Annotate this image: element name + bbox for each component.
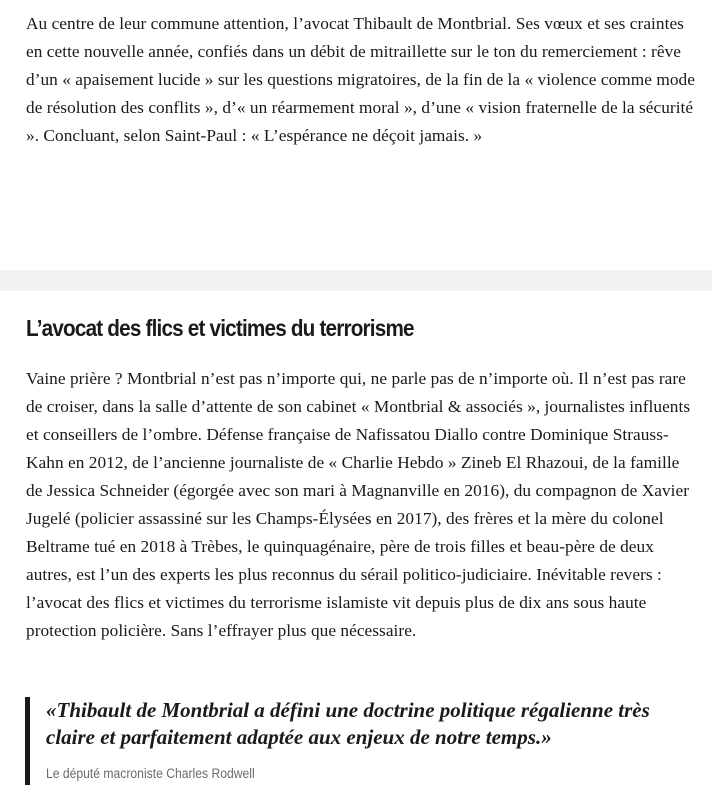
body-paragraph: Vaine prière ? Montbrial n’est pas n’importe qui, ne parle pas de n’importe où. Il n’est pas rare de croiser, dans la salle d’attente de son cabinet « Montbrial & associés », journalistes influents et conseillers de l’ombre. Défense française de Nafissatou Diallo contre Dominique Strauss-Kahn en 2012, de l’ancienne journaliste de « Charlie Hebdo » Zineb El Rhazoui, de la famille de Jessica Schneider (égorgée avec son mari à Magnanville en 2016), du compagnon de Xavier Jugelé (policier assassiné sur les Champs-Élysées en 2017), des frères et la mère du colonel Beltrame tué en 2018 à Trèbes, le quinquagénaire, père de trois filles et beau-père de deux autres, est l’un des experts les plus reconnus du sérail politico-judiciaire. Inévitable revers : l’avocat des flics et victimes du terrorisme islamiste vit depuis plus de dix ans sous haute protection policière. Sans l’effrayer plus que nécessaire. — [26, 369, 691, 640]
intro-paragraph: Au centre de leur commune attention, l’avocat Thibault de Montbrial. Ses vœux et ses craintes en cette nouvelle année, confiés dans un débit de mitraillette sur le ton du remerciement : rêve d’un « apaisement lucide » sur les questions migratoires, de la fin de la « violence comme mode de résolution des conflits », d’« un réarmement moral », d’une « vision fraternelle de la sécurité ». Concluant, selon Saint-Paul : « L’espérance ne déçoit jamais. » — [26, 14, 695, 145]
section-heading: L’avocat des flics et victimes du terrorisme — [26, 315, 414, 341]
pull-quote-attribution: Le député macroniste Charles Rodwell — [46, 766, 255, 781]
section-separator — [0, 270, 712, 291]
pull-quote-text: «Thibault de Montbrial a défini une doctrine politique régalienne très claire et parfaitement adaptée aux enjeux de notre temps.» — [46, 698, 650, 749]
pull-quote — [25, 697, 690, 785]
